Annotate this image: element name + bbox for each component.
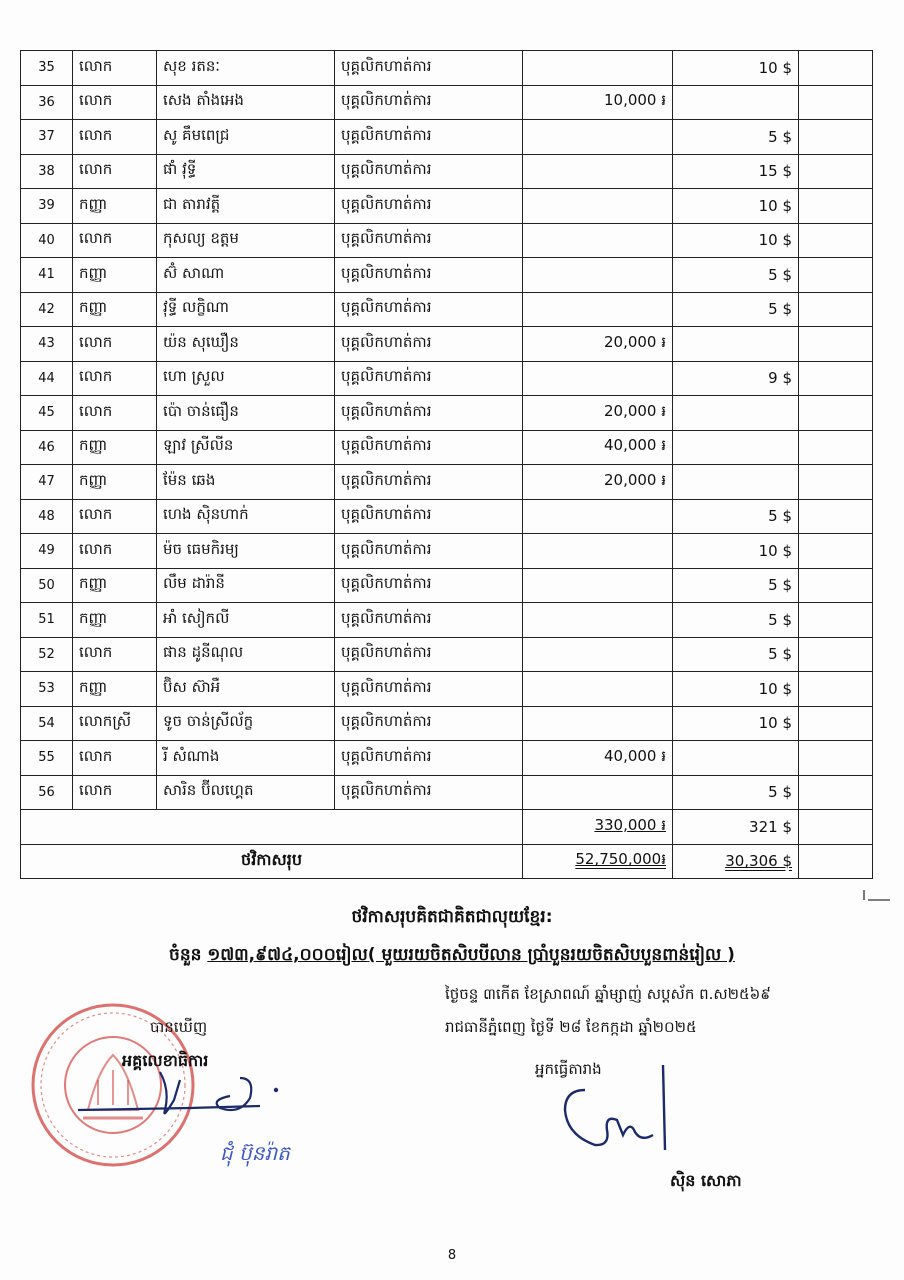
row-usd [673, 741, 799, 776]
row-riel: 40,000 ៛ [523, 430, 673, 465]
row-usd: 10 $ [673, 672, 799, 707]
row-title: លោក [73, 741, 157, 776]
row-number: 41 [21, 258, 73, 293]
row-title: លោក [73, 51, 157, 86]
row-usd: 5 $ [673, 603, 799, 638]
row-number: 39 [21, 189, 73, 224]
row-empty-cell [799, 706, 873, 741]
row-title: កញ្ញា [73, 258, 157, 293]
row-name: ប៉ោ ចាន់ធឿន [157, 396, 335, 431]
subtotal-label-cell [21, 810, 523, 845]
row-number: 40 [21, 223, 73, 258]
row-role: បុគ្គលិកហាត់ការ [335, 603, 523, 638]
seen-label: បានឃើញ [150, 1018, 208, 1036]
row-number: 45 [21, 396, 73, 431]
table-row [21, 154, 873, 189]
row-usd: 10 $ [673, 51, 799, 86]
table-row [21, 258, 873, 293]
table-row [21, 637, 873, 672]
row-number: 47 [21, 465, 73, 500]
row-number: 44 [21, 361, 73, 396]
row-empty-cell [799, 223, 873, 258]
row-empty-cell [799, 499, 873, 534]
table-maker-label: អ្នកធ្វើតារាង [535, 1060, 602, 1078]
row-name: ស៊ំ សាណា [157, 258, 335, 293]
row-riel [523, 706, 673, 741]
row-title: កញ្ញា [73, 465, 157, 500]
row-name: អាំ សៀកលី [157, 603, 335, 638]
row-name: ឡាវ ស្រីលីន [157, 430, 335, 465]
table-row [21, 534, 873, 569]
row-empty-cell [799, 430, 873, 465]
row-title: កញ្ញា [73, 189, 157, 224]
row-usd: 9 $ [673, 361, 799, 396]
row-name: លឹម ដារ៉ានី [157, 568, 335, 603]
row-usd: 10 $ [673, 534, 799, 569]
table-row [21, 603, 873, 638]
page-number: 8 [447, 1248, 457, 1263]
summary-amount-digits: ១៧៣,៩៧៤,០០០ [207, 945, 336, 965]
row-riel [523, 672, 673, 707]
row-number: 37 [21, 120, 73, 155]
row-number: 49 [21, 534, 73, 569]
row-number: 38 [21, 154, 73, 189]
total-usd: 30,306 $ [725, 852, 792, 871]
row-usd: 5 $ [673, 120, 799, 155]
row-title: លោក [73, 327, 157, 362]
subtotal-row [21, 810, 873, 845]
row-usd: 5 $ [673, 292, 799, 327]
table-row [21, 741, 873, 776]
row-name: សេង តាំងអេង [157, 85, 335, 120]
summary-amount-words: ( មួយរយចិតសិបបីលាន ប្រាំបួនរយចិតសិបបួនពាន់រៀល ) [367, 945, 735, 965]
row-riel [523, 499, 673, 534]
row-usd [673, 85, 799, 120]
row-riel: 40,000 ៛ [523, 741, 673, 776]
row-title: លោកស្រី [73, 706, 157, 741]
row-usd: 5 $ [673, 637, 799, 672]
row-usd: 10 $ [673, 223, 799, 258]
row-number: 43 [21, 327, 73, 362]
row-role: បុគ្គលិកហាត់ការ [335, 672, 523, 707]
row-name: សូ គឹមពេជ្រ [157, 120, 335, 155]
table-row [21, 361, 873, 396]
summary-prefix: ចំនួន [169, 945, 208, 965]
row-riel [523, 637, 673, 672]
table-row [21, 85, 873, 120]
row-role: បុគ្គលិកហាត់ការ [335, 706, 523, 741]
row-usd: 5 $ [673, 258, 799, 293]
row-name: ផាន ដូនីណុល [157, 637, 335, 672]
row-title: កញ្ញា [73, 430, 157, 465]
total-riel-cell [523, 844, 673, 879]
subtotal-usd: 321 $ [673, 810, 799, 845]
director-title: អគ្គលេខាធិការ [122, 1051, 209, 1070]
edge-mark [862, 888, 892, 908]
row-role: បុគ្គលិកហាត់ការ [335, 189, 523, 224]
table-row [21, 568, 873, 603]
row-name: ម៉ែន ឆេង [157, 465, 335, 500]
row-name: ប៊ិស ស៊ាអឺ [157, 672, 335, 707]
row-usd: 5 $ [673, 775, 799, 810]
row-role: បុគ្គលិកហាត់ការ [335, 637, 523, 672]
row-empty-cell [799, 465, 873, 500]
row-role: បុគ្គលិកហាត់ការ [335, 85, 523, 120]
row-usd: 5 $ [673, 568, 799, 603]
row-role: បុគ្គលិកហាត់ការ [335, 430, 523, 465]
row-riel [523, 154, 673, 189]
table-row [21, 775, 873, 810]
row-number: 53 [21, 672, 73, 707]
row-number: 46 [21, 430, 73, 465]
row-empty-cell [799, 568, 873, 603]
row-number: 55 [21, 741, 73, 776]
row-role: បុគ្គលិកហាត់ការ [335, 223, 523, 258]
row-usd: 15 $ [673, 154, 799, 189]
solar-date: រាជធានីភ្នំពេញ ថ្ងៃទី ២៨ ខែកក្កដា ឆ្នាំ២០២៥ [445, 1018, 697, 1036]
row-name: សារិន ប៊ីលហ្គេត [157, 775, 335, 810]
row-title: លោក [73, 775, 157, 810]
row-empty-cell [799, 603, 873, 638]
total-riel: 52,750,000៛ [575, 850, 666, 869]
director-signature-icon [70, 1060, 300, 1140]
row-riel [523, 775, 673, 810]
row-empty-cell [799, 120, 873, 155]
row-title: លោក [73, 85, 157, 120]
row-riel: 20,000 ៛ [523, 327, 673, 362]
row-empty-cell [799, 775, 873, 810]
row-role: បុគ្គលិកហាត់ការ [335, 568, 523, 603]
row-riel [523, 603, 673, 638]
row-riel: 20,000 ៛ [523, 465, 673, 500]
subtotal-riel: 330,000 ៛ [594, 815, 666, 834]
row-role: បុគ្គលិកហាត់ការ [335, 258, 523, 293]
row-number: 51 [21, 603, 73, 638]
row-usd: 10 $ [673, 706, 799, 741]
total-empty-cell [799, 844, 873, 879]
total-label: ថវិកាសរុប [21, 844, 523, 879]
summary-amount [0, 944, 904, 969]
row-usd: 5 $ [673, 499, 799, 534]
table-row [21, 327, 873, 362]
total-row [21, 844, 873, 879]
table-row [21, 396, 873, 431]
row-number: 50 [21, 568, 73, 603]
row-empty-cell [799, 534, 873, 569]
row-title: លោក [73, 223, 157, 258]
row-empty-cell [799, 85, 873, 120]
row-name: ផាំ វុទ្ធី [157, 154, 335, 189]
row-usd [673, 430, 799, 465]
row-name: យ៉ន សុឃឿន [157, 327, 335, 362]
row-title: កញ្ញា [73, 292, 157, 327]
row-usd [673, 327, 799, 362]
lunar-date: ថ្ងៃចន្ទ ៣កើត ខែស្រាពណ៍ ឆ្នាំម្សាញ់ សប្តស័ក ព.ស២៥៦៩ [445, 985, 771, 1003]
row-number: 52 [21, 637, 73, 672]
subtotal-riel-cell [523, 810, 673, 845]
row-title: លោក [73, 396, 157, 431]
row-empty-cell [799, 154, 873, 189]
row-empty-cell [799, 672, 873, 707]
row-role: បុគ្គលិកហាត់ការ [335, 154, 523, 189]
row-title: លោក [73, 499, 157, 534]
row-empty-cell [799, 292, 873, 327]
row-role: បុគ្គលិកហាត់ការ [335, 499, 523, 534]
table-maker-name: ស៊ិន សោភា [670, 1171, 742, 1190]
row-number: 35 [21, 51, 73, 86]
maker-signature-icon [545, 1060, 675, 1160]
row-riel [523, 361, 673, 396]
row-empty-cell [799, 637, 873, 672]
table-body [21, 51, 873, 810]
table-row [21, 189, 873, 224]
row-role: បុគ្គលិកហាត់ការ [335, 534, 523, 569]
row-role: បុគ្គលិកហាត់ការ [335, 120, 523, 155]
row-riel [523, 534, 673, 569]
row-usd [673, 396, 799, 431]
summary-currency: រៀល [335, 945, 368, 965]
row-title: លោក [73, 154, 157, 189]
row-title: កញ្ញា [73, 568, 157, 603]
row-name: វុទ្ធី លក្ខិណា [157, 292, 335, 327]
row-number: 42 [21, 292, 73, 327]
row-role: បុគ្គលិកហាត់ការ [335, 775, 523, 810]
row-name: ម៉ច ធេមកិរម្យ [157, 534, 335, 569]
table-row [21, 430, 873, 465]
row-empty-cell [799, 189, 873, 224]
row-name: ទូច ចាន់ស្រីល័ក្ខ [157, 706, 335, 741]
row-riel [523, 258, 673, 293]
row-empty-cell [799, 327, 873, 362]
row-riel [523, 51, 673, 86]
table-row [21, 499, 873, 534]
table-row [21, 120, 873, 155]
table-row [21, 465, 873, 500]
row-riel [523, 120, 673, 155]
row-title: លោក [73, 120, 157, 155]
row-role: បុគ្គលិកហាត់ការ [335, 396, 523, 431]
donation-table [20, 50, 873, 879]
row-empty-cell [799, 258, 873, 293]
table-row [21, 292, 873, 327]
row-riel: 20,000 ៛ [523, 396, 673, 431]
row-title: លោក [73, 637, 157, 672]
total-usd-cell [673, 844, 799, 879]
row-riel [523, 189, 673, 224]
subtotal-empty-cell [799, 810, 873, 845]
row-empty-cell [799, 51, 873, 86]
row-number: 36 [21, 85, 73, 120]
table-row [21, 223, 873, 258]
row-role: បុគ្គលិកហាត់ការ [335, 465, 523, 500]
director-name: ជុំ ប៊ុនរ៉ាត [220, 1141, 290, 1165]
row-empty-cell [799, 361, 873, 396]
row-name: សុខ រតនៈ [157, 51, 335, 86]
summary-title: ថវិកាសរុបគិតជាគិតជាលុយខ្មែរ: [351, 907, 553, 927]
row-name: កុសល្យ ឧត្តម [157, 223, 335, 258]
table-row [21, 672, 873, 707]
row-empty-cell [799, 396, 873, 431]
row-title: កញ្ញា [73, 672, 157, 707]
row-role: បុគ្គលិកហាត់ការ [335, 51, 523, 86]
row-usd: 10 $ [673, 189, 799, 224]
row-number: 56 [21, 775, 73, 810]
row-empty-cell [799, 741, 873, 776]
row-name: ហោ ស្រួល [157, 361, 335, 396]
row-title: កញ្ញា [73, 603, 157, 638]
row-riel [523, 292, 673, 327]
table-row [21, 51, 873, 86]
row-riel [523, 568, 673, 603]
row-usd [673, 465, 799, 500]
row-number: 54 [21, 706, 73, 741]
row-role: បុគ្គលិកហាត់ការ [335, 741, 523, 776]
row-role: បុគ្គលិកហាត់ការ [335, 292, 523, 327]
row-title: លោក [73, 361, 157, 396]
row-title: លោក [73, 534, 157, 569]
row-riel: 10,000 ៛ [523, 85, 673, 120]
row-role: បុគ្គលិកហាត់ការ [335, 327, 523, 362]
row-name: ជា តារាវត្តី [157, 189, 335, 224]
row-role: បុគ្គលិកហាត់ការ [335, 361, 523, 396]
table-row [21, 706, 873, 741]
row-name: រី សំណាង [157, 741, 335, 776]
row-riel [523, 223, 673, 258]
row-number: 48 [21, 499, 73, 534]
row-name: ហេង ស៊ិនហាក់ [157, 499, 335, 534]
